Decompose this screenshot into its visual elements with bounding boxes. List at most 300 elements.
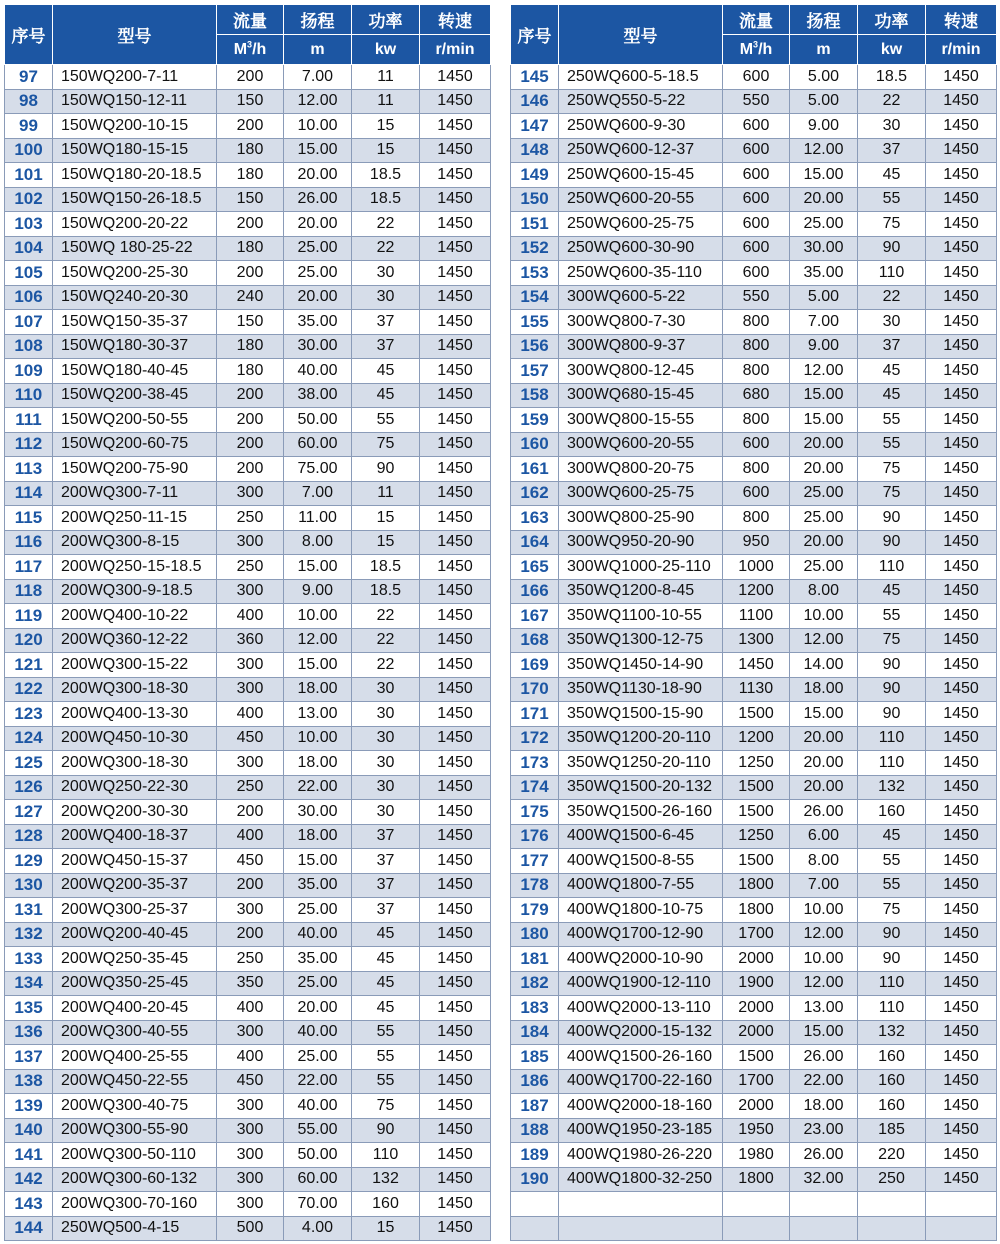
head-cell: 8.00 (790, 579, 858, 604)
speed-cell: 1450 (420, 334, 491, 359)
seq-cell: 175 (511, 800, 559, 825)
model-cell: 200WQ250-11-15 (53, 506, 217, 531)
seq-cell: 165 (511, 555, 559, 580)
flow-cell: 1500 (723, 800, 790, 825)
head-cell: 20.00 (790, 751, 858, 776)
seq-cell: 166 (511, 579, 559, 604)
seq-cell: 136 (5, 1020, 53, 1045)
head-cell: 10.00 (284, 114, 352, 139)
table-row (5, 383, 491, 408)
flow-cell: 400 (217, 1045, 284, 1070)
table-row (511, 163, 997, 188)
left-spec-table (4, 4, 491, 1241)
seq-cell: 143 (5, 1192, 53, 1217)
header-power-unit: kw (858, 35, 926, 65)
flow-cell: 200 (217, 383, 284, 408)
model-cell: 150WQ150-26-18.5 (53, 187, 217, 212)
power-cell: 45 (352, 359, 420, 384)
speed-cell: 1450 (420, 506, 491, 531)
seq-cell: 132 (5, 922, 53, 947)
speed-cell: 1450 (926, 187, 997, 212)
speed-cell (926, 1192, 997, 1217)
table-row (511, 187, 997, 212)
power-cell: 55 (858, 873, 926, 898)
speed-cell: 1450 (926, 702, 997, 727)
table-row (511, 481, 997, 506)
seq-cell: 138 (5, 1069, 53, 1094)
model-cell: 350WQ1500-26-160 (559, 800, 723, 825)
power-cell: 45 (858, 579, 926, 604)
header-flow-unit: $M^3/h$ (217, 35, 284, 65)
flow-cell: 300 (217, 1118, 284, 1143)
model-cell: 300WQ800-25-90 (559, 506, 723, 531)
speed-cell: 1450 (420, 212, 491, 237)
model-cell (559, 1216, 723, 1241)
seq-cell: 126 (5, 775, 53, 800)
model-cell: 200WQ400-25-55 (53, 1045, 217, 1070)
table-row (511, 873, 997, 898)
speed-cell: 1450 (926, 824, 997, 849)
flow-cell: 180 (217, 163, 284, 188)
power-cell: 30 (352, 726, 420, 751)
head-cell: 5.00 (790, 285, 858, 310)
head-cell: 13.00 (284, 702, 352, 727)
speed-cell: 1450 (926, 530, 997, 555)
head-cell: 9.00 (790, 334, 858, 359)
seq-cell: 102 (5, 187, 53, 212)
model-cell: 350WQ1500-15-90 (559, 702, 723, 727)
model-cell: 200WQ450-22-55 (53, 1069, 217, 1094)
speed-cell: 1450 (926, 481, 997, 506)
speed-cell: 1450 (926, 359, 997, 384)
seq-cell: 162 (511, 481, 559, 506)
table-row (511, 285, 997, 310)
model-cell: 400WQ1700-22-160 (559, 1069, 723, 1094)
model-cell: 200WQ300-70-160 (53, 1192, 217, 1217)
speed-cell: 1450 (420, 481, 491, 506)
head-cell: 15.00 (284, 849, 352, 874)
table-row (511, 138, 997, 163)
power-cell: 15 (352, 530, 420, 555)
speed-cell: 1450 (926, 971, 997, 996)
power-cell: 15 (352, 138, 420, 163)
seq-cell: 129 (5, 849, 53, 874)
table-row (511, 310, 997, 335)
speed-cell: 1450 (926, 1094, 997, 1119)
table-row (511, 408, 997, 433)
power-cell: 45 (352, 383, 420, 408)
table-row (5, 285, 491, 310)
head-cell: 15.00 (284, 653, 352, 678)
seq-cell: 152 (511, 236, 559, 261)
model-cell: 250WQ600-15-45 (559, 163, 723, 188)
head-cell: 30.00 (284, 334, 352, 359)
seq-cell: 182 (511, 971, 559, 996)
power-cell: 90 (858, 702, 926, 727)
head-cell: 35.00 (284, 873, 352, 898)
power-cell: 37 (352, 898, 420, 923)
model-cell: 150WQ200-60-75 (53, 432, 217, 457)
speed-cell: 1450 (420, 1143, 491, 1168)
table-row (5, 751, 491, 776)
head-cell: 5.00 (790, 65, 858, 90)
model-cell: 200WQ300-18-30 (53, 677, 217, 702)
flow-cell: 300 (217, 481, 284, 506)
seq-cell: 135 (5, 996, 53, 1021)
power-cell: 18.5 (352, 187, 420, 212)
head-cell: 15.00 (790, 408, 858, 433)
power-cell: 55 (858, 432, 926, 457)
model-cell: 200WQ300-50-110 (53, 1143, 217, 1168)
model-cell: 200WQ200-40-45 (53, 922, 217, 947)
power-cell: 22 (352, 236, 420, 261)
speed-cell: 1450 (420, 628, 491, 653)
seq-cell: 150 (511, 187, 559, 212)
model-cell: 350WQ1450-14-90 (559, 653, 723, 678)
table-row (5, 922, 491, 947)
flow-cell (723, 1216, 790, 1241)
power-cell: 22 (858, 89, 926, 114)
seq-cell: 114 (5, 481, 53, 506)
flow-cell: 300 (217, 898, 284, 923)
seq-cell: 133 (5, 947, 53, 972)
power-cell: 55 (858, 408, 926, 433)
speed-cell: 1450 (926, 89, 997, 114)
table-row (5, 628, 491, 653)
flow-cell: 1200 (723, 579, 790, 604)
flow-cell: 350 (217, 971, 284, 996)
model-cell: 200WQ300-7-11 (53, 481, 217, 506)
model-cell: 300WQ600-5-22 (559, 285, 723, 310)
seq-cell: 177 (511, 849, 559, 874)
table-row (5, 1020, 491, 1045)
speed-cell: 1450 (420, 873, 491, 898)
power-cell: 37 (352, 334, 420, 359)
flow-cell: 150 (217, 89, 284, 114)
table-row (5, 947, 491, 972)
seq-cell: 168 (511, 628, 559, 653)
flow-cell: 180 (217, 138, 284, 163)
seq-cell: 156 (511, 334, 559, 359)
model-cell: 300WQ800-15-55 (559, 408, 723, 433)
flow-cell: 200 (217, 261, 284, 286)
table-row (511, 1192, 997, 1217)
table-row (5, 873, 491, 898)
head-cell: 26.00 (790, 1143, 858, 1168)
model-cell: 400WQ1500-6-45 (559, 824, 723, 849)
flow-cell: 800 (723, 506, 790, 531)
power-cell: 160 (858, 800, 926, 825)
speed-cell: 1450 (926, 996, 997, 1021)
flow-cell: 180 (217, 359, 284, 384)
seq-cell: 189 (511, 1143, 559, 1168)
seq-cell: 172 (511, 726, 559, 751)
power-cell: 132 (858, 775, 926, 800)
model-cell: 400WQ1800-7-55 (559, 873, 723, 898)
seq-cell: 127 (5, 800, 53, 825)
speed-cell: 1450 (420, 604, 491, 629)
table-row (511, 236, 997, 261)
table-row (511, 628, 997, 653)
power-cell: 90 (352, 1118, 420, 1143)
speed-cell: 1450 (926, 285, 997, 310)
seq-cell: 154 (511, 285, 559, 310)
flow-cell: 600 (723, 187, 790, 212)
right-table-body (511, 65, 997, 1241)
table-row (511, 457, 997, 482)
seq-cell: 105 (5, 261, 53, 286)
power-cell: 18.5 (352, 555, 420, 580)
model-cell: 200WQ250-35-45 (53, 947, 217, 972)
header-head-unit: m (284, 35, 352, 65)
power-cell: 90 (858, 530, 926, 555)
seq-cell: 157 (511, 359, 559, 384)
head-cell: 25.00 (284, 898, 352, 923)
model-cell: 300WQ680-15-45 (559, 383, 723, 408)
model-cell: 300WQ950-20-90 (559, 530, 723, 555)
power-cell: 30 (352, 702, 420, 727)
flow-cell: 600 (723, 114, 790, 139)
table-row (511, 1069, 997, 1094)
power-cell: 160 (352, 1192, 420, 1217)
speed-cell: 1450 (926, 751, 997, 776)
head-cell: 35.00 (790, 261, 858, 286)
power-cell: 110 (352, 1143, 420, 1168)
seq-cell: 163 (511, 506, 559, 531)
power-cell: 45 (858, 824, 926, 849)
table-row (511, 359, 997, 384)
model-cell: 200WQ400-20-45 (53, 996, 217, 1021)
model-cell: 200WQ300-40-75 (53, 1094, 217, 1119)
head-cell: 10.00 (790, 604, 858, 629)
seq-cell: 120 (5, 628, 53, 653)
table-row (511, 1143, 997, 1168)
head-cell: 12.00 (284, 89, 352, 114)
table-row (511, 751, 997, 776)
flow-cell: 1250 (723, 824, 790, 849)
header-power: 功率 (858, 5, 926, 35)
head-cell: 60.00 (284, 1167, 352, 1192)
flow-cell: 300 (217, 1167, 284, 1192)
head-cell: 18.00 (284, 824, 352, 849)
seq-cell: 160 (511, 432, 559, 457)
power-cell: 11 (352, 65, 420, 90)
flow-cell: 200 (217, 65, 284, 90)
power-cell: 11 (352, 89, 420, 114)
speed-cell: 1450 (420, 555, 491, 580)
speed-cell: 1450 (926, 579, 997, 604)
table-row (5, 481, 491, 506)
flow-cell: 400 (217, 996, 284, 1021)
head-cell: 10.00 (284, 726, 352, 751)
head-cell: 32.00 (790, 1167, 858, 1192)
head-cell: 25.00 (284, 1045, 352, 1070)
head-cell: 15.00 (284, 138, 352, 163)
model-cell: 300WQ1000-25-110 (559, 555, 723, 580)
flow-cell: 600 (723, 212, 790, 237)
head-cell: 23.00 (790, 1118, 858, 1143)
flow-cell: 1950 (723, 1118, 790, 1143)
model-cell: 200WQ400-18-37 (53, 824, 217, 849)
seq-cell: 146 (511, 89, 559, 114)
flow-cell: 800 (723, 359, 790, 384)
head-cell: 25.00 (790, 506, 858, 531)
head-cell: 40.00 (284, 359, 352, 384)
head-cell: 15.00 (790, 1020, 858, 1045)
model-cell: 350WQ1130-18-90 (559, 677, 723, 702)
model-cell: 250WQ600-35-110 (559, 261, 723, 286)
flow-cell: 600 (723, 163, 790, 188)
speed-cell: 1450 (420, 702, 491, 727)
power-cell: 55 (352, 1045, 420, 1070)
header-speed: 转速 (420, 5, 491, 35)
power-cell: 90 (858, 236, 926, 261)
table-row (511, 1045, 997, 1070)
flow-cell: 2000 (723, 947, 790, 972)
seq-cell: 116 (5, 530, 53, 555)
power-cell: 18.5 (352, 579, 420, 604)
head-cell: 26.00 (284, 187, 352, 212)
seq-cell: 140 (5, 1118, 53, 1143)
head-cell: 70.00 (284, 1192, 352, 1217)
seq-cell: 186 (511, 1069, 559, 1094)
header-speed-unit: r/min (420, 35, 491, 65)
table-row (511, 65, 997, 90)
flow-cell: 2000 (723, 996, 790, 1021)
table-row (5, 604, 491, 629)
flow-cell: 800 (723, 310, 790, 335)
flow-cell: 300 (217, 751, 284, 776)
flow-cell: 300 (217, 653, 284, 678)
flow-cell: 450 (217, 726, 284, 751)
speed-cell: 1450 (420, 898, 491, 923)
flow-cell: 400 (217, 702, 284, 727)
model-cell: 200WQ300-55-90 (53, 1118, 217, 1143)
seq-cell: 110 (5, 383, 53, 408)
flow-cell: 1500 (723, 702, 790, 727)
flow-cell: 1250 (723, 751, 790, 776)
head-cell: 30.00 (790, 236, 858, 261)
seq-cell (511, 1216, 559, 1241)
power-cell: 18.5 (352, 163, 420, 188)
head-cell: 22.00 (284, 775, 352, 800)
table-row (5, 1143, 491, 1168)
flow-cell: 1200 (723, 726, 790, 751)
speed-cell: 1450 (420, 1094, 491, 1119)
flow-cell: 300 (217, 530, 284, 555)
power-cell: 250 (858, 1167, 926, 1192)
model-cell: 400WQ1500-26-160 (559, 1045, 723, 1070)
header-flow-unit: $M^3/h$ (723, 35, 790, 65)
speed-cell: 1450 (926, 65, 997, 90)
seq-cell: 97 (5, 65, 53, 90)
flow-cell: 200 (217, 212, 284, 237)
model-cell: 250WQ600-20-55 (559, 187, 723, 212)
flow-cell: 950 (723, 530, 790, 555)
seq-cell: 183 (511, 996, 559, 1021)
power-cell: 22 (352, 653, 420, 678)
model-cell: 200WQ350-25-45 (53, 971, 217, 996)
head-cell: 30.00 (284, 800, 352, 825)
seq-cell: 173 (511, 751, 559, 776)
table-row (511, 800, 997, 825)
head-cell: 6.00 (790, 824, 858, 849)
flow-cell: 250 (217, 555, 284, 580)
power-cell: 90 (858, 947, 926, 972)
power-cell: 45 (352, 922, 420, 947)
seq-cell: 187 (511, 1094, 559, 1119)
seq-cell: 176 (511, 824, 559, 849)
seq-cell: 100 (5, 138, 53, 163)
head-cell: 8.00 (284, 530, 352, 555)
speed-cell: 1450 (926, 310, 997, 335)
seq-cell: 115 (5, 506, 53, 531)
model-cell: 150WQ150-12-11 (53, 89, 217, 114)
header-head-unit: m (790, 35, 858, 65)
table-row (5, 653, 491, 678)
table-row (5, 432, 491, 457)
flow-cell: 1450 (723, 653, 790, 678)
power-cell: 45 (858, 383, 926, 408)
model-cell: 300WQ800-20-75 (559, 457, 723, 482)
flow-cell: 450 (217, 1069, 284, 1094)
head-cell: 13.00 (790, 996, 858, 1021)
flow-cell: 200 (217, 922, 284, 947)
speed-cell: 1450 (926, 457, 997, 482)
flow-cell: 1800 (723, 1167, 790, 1192)
flow-cell: 1500 (723, 1045, 790, 1070)
table-row (511, 383, 997, 408)
seq-cell: 117 (5, 555, 53, 580)
power-cell: 90 (858, 922, 926, 947)
speed-cell: 1450 (420, 1216, 491, 1241)
head-cell (790, 1192, 858, 1217)
header-seq: 序号 (5, 5, 53, 65)
model-cell: 250WQ600-5-18.5 (559, 65, 723, 90)
head-cell: 60.00 (284, 432, 352, 457)
seq-cell: 111 (5, 408, 53, 433)
head-cell: 9.00 (284, 579, 352, 604)
speed-cell: 1450 (926, 555, 997, 580)
table-row (511, 1167, 997, 1192)
head-cell: 11.00 (284, 506, 352, 531)
header-power: 功率 (352, 5, 420, 35)
flow-cell: 200 (217, 408, 284, 433)
table-row (511, 775, 997, 800)
seq-cell: 123 (5, 702, 53, 727)
head-cell: 20.00 (284, 163, 352, 188)
flow-cell: 1700 (723, 1069, 790, 1094)
speed-cell: 1450 (926, 873, 997, 898)
model-cell: 200WQ360-12-22 (53, 628, 217, 653)
head-cell: 18.00 (790, 677, 858, 702)
head-cell: 38.00 (284, 383, 352, 408)
power-cell: 132 (352, 1167, 420, 1192)
speed-cell: 1450 (420, 1192, 491, 1217)
flow-cell: 250 (217, 506, 284, 531)
model-cell: 200WQ400-10-22 (53, 604, 217, 629)
flow-cell: 600 (723, 65, 790, 90)
head-cell: 22.00 (790, 1069, 858, 1094)
seq-cell: 103 (5, 212, 53, 237)
power-cell: 160 (858, 1069, 926, 1094)
speed-cell: 1450 (420, 579, 491, 604)
speed-cell: 1450 (926, 898, 997, 923)
model-cell: 400WQ1800-10-75 (559, 898, 723, 923)
power-cell: 45 (858, 163, 926, 188)
seq-cell: 98 (5, 89, 53, 114)
flow-cell: 360 (217, 628, 284, 653)
